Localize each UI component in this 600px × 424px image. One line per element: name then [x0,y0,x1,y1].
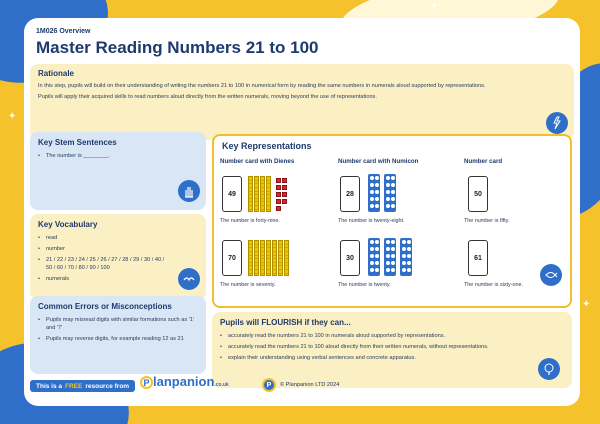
planpanion-badge-icon: P [262,378,276,392]
stems-heading: Key Stem Sentences [38,138,117,147]
card-caption: The number is fifty. [464,218,510,224]
card-caption: The number is seventy. [220,282,276,288]
card-caption: The number is sixty-one. [464,282,524,288]
overview-sheet [24,18,580,406]
list-item: • 21 / 22 / 23 / 24 / 25 / 26 / 27 / 28 / 29 / 30 / 40 / 50 / 60 / 70 / 80 / 90 / 100 [38,256,168,272]
star-icon: ✦ [582,299,591,310]
banner-text: This is a [36,382,63,390]
card-caption: The number is forty-nine. [220,218,280,224]
vocabulary-panel [30,214,206,300]
number-card: 50 [468,176,488,212]
rationale-text: Pupils will apply their acquired skills to read numbers aloud directly from the written numerals, moving beyond the use of representations. [38,94,377,101]
hand-icon [178,180,200,202]
tree-icon [538,358,560,380]
star-icon: ✦ [430,1,439,12]
rationale-heading: Rationale [38,69,75,78]
number-card: 28 [340,176,360,212]
lesson-code: 1M026 Overview [36,28,91,35]
list-item: • The number is ________. [38,152,198,160]
rationale-text: In this step, pupils will build on their understanding of writing the numbers 21 to 100 in numerical form by reading the same numbers in numerals aloud supported by representations. [38,83,486,89]
list-item: • accurately read the numbers 21 to 100 aloud directly from their written numerals, without representations. [220,343,520,351]
number-card: 49 [222,176,242,212]
card-caption: The number is twenty. [338,282,391,288]
vocab-heading: Key Vocabulary [38,220,98,229]
column-heading: Number card with Dienes [220,158,295,165]
list-item: • read [38,234,198,242]
copyright-text: © Planpanion LTD 2024 [280,382,340,388]
flourish-panel [212,312,572,388]
errors-heading: Common Errors or Misconceptions [38,302,172,311]
lightning-icon [546,112,568,134]
keyrep-heading: Key Representations [222,141,312,151]
flourish-heading: Pupils will FLOURISH if they can... [220,318,351,327]
stem-sentences-panel [30,132,206,210]
planpanion-logo[interactable]: P lanpanion.co.uk [140,374,229,389]
number-card: 61 [468,240,488,276]
column-heading: Number card with Numicon [338,158,419,165]
number-card: 70 [222,240,242,276]
rationale-panel [30,64,574,140]
list-item: • Pupils may misread digits with similar formations such as '1' and '7' [38,316,198,332]
list-item: • numerals [38,275,198,283]
banner-free-word: FREE [65,382,83,390]
key-representations-panel [212,134,572,308]
copyright [262,378,339,392]
bird-icon [178,268,200,290]
list-item: • number [38,245,198,253]
number-card: 30 [340,240,360,276]
star-icon: ✦ [8,111,17,122]
banner-text: resource from [85,382,130,390]
card-caption: The number is twenty-eight. [338,218,405,224]
column-heading: Number card [464,158,503,165]
page-title: Master Reading Numbers 21 to 100 [36,38,319,57]
list-item: • Pupils may reverse digits, for example reading 12 as 21 [38,335,198,343]
list-item: • explain their understanding using verbal sentences and concrete apparatus. [220,354,520,362]
list-item: • accurately read the numbers 21 to 100 in numerals aloud supported by representations. [220,332,520,340]
free-resource-banner [30,380,135,392]
fish-icon [540,264,562,286]
misconceptions-panel [30,296,206,374]
